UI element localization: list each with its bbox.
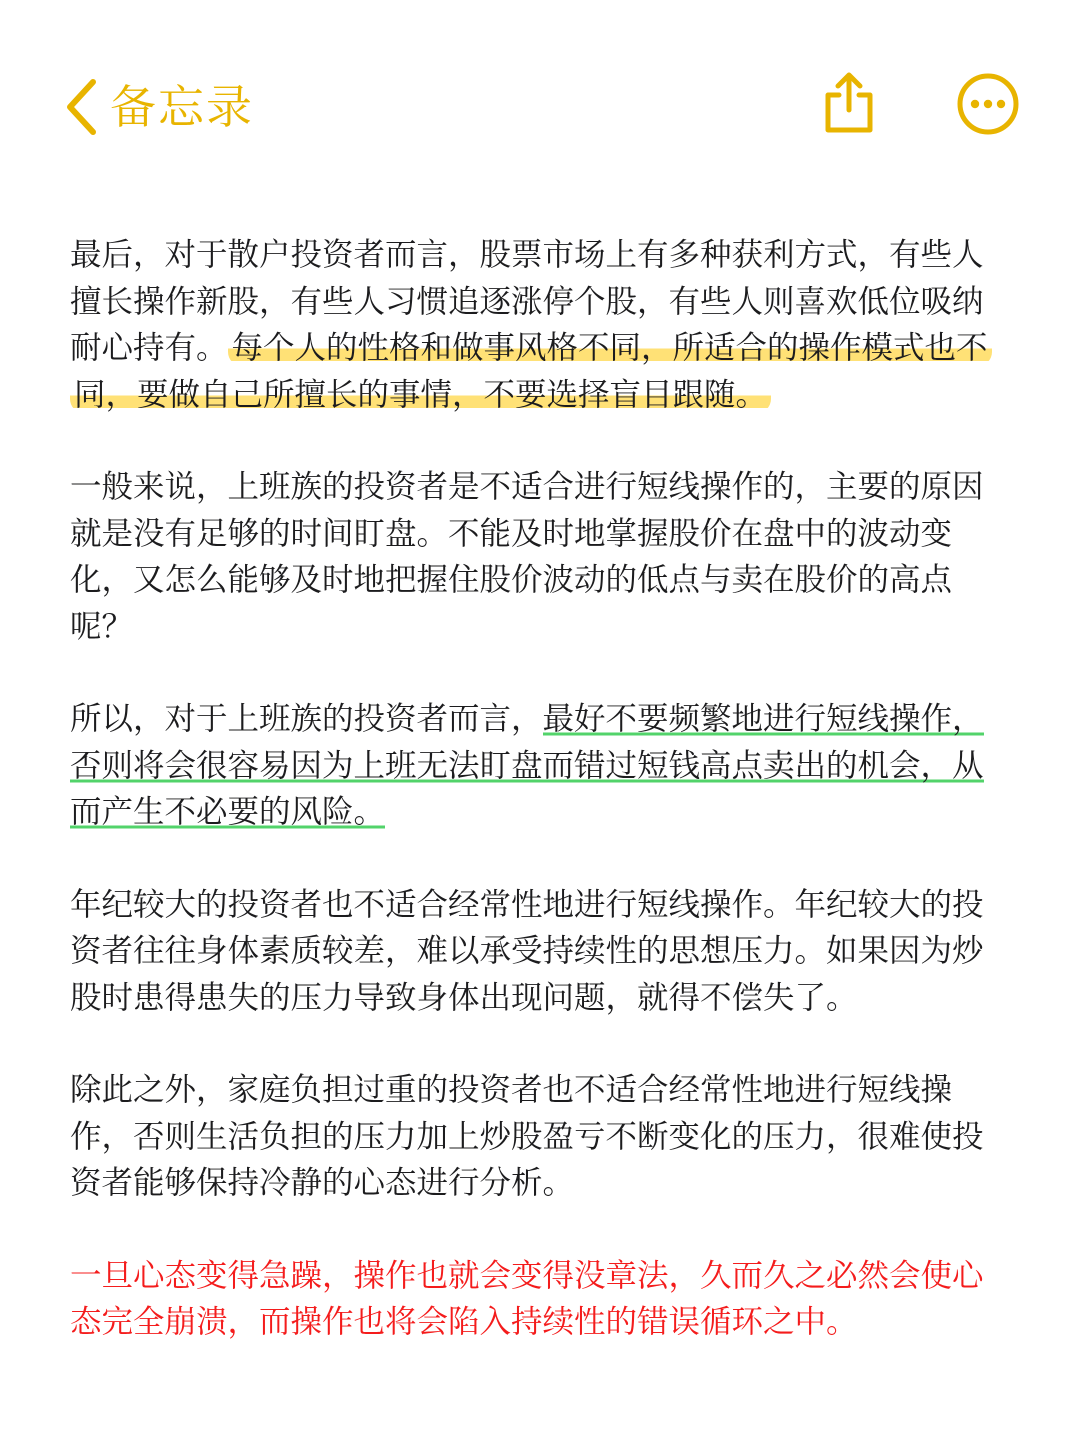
note-paragraph-3 xyxy=(70,696,1005,836)
note-paragraph-1 xyxy=(70,232,1005,418)
red-emphasis-text: 一旦心态变得急躁，操作也就会变得没章法，久而久之必然会使心态完全崩溃，而操作也将会陷入持续性的错误循环之中。 xyxy=(70,1257,984,1340)
note-paragraph-2 xyxy=(70,464,1005,650)
paragraph-text: 一般来说，上班族的投资者是不适合进行短线操作的，主要的原因就是没有足够的时间盯盘。不能及时地掌握股价在盘中的波动变化，又怎么能够及时地把握住股价波动的低点与卖在股价的高点呢？ xyxy=(70,469,984,645)
share-icon xyxy=(820,121,878,140)
note-body[interactable] xyxy=(70,232,1005,1392)
back-button[interactable] xyxy=(64,72,254,142)
note-paragraph-6 xyxy=(70,1253,1005,1346)
highlighted-text: 每个人的性格和做事风格不同，所适合的操作模式也不同，要做自己所擅长的事情，不要选择盲目跟随。 xyxy=(70,330,992,413)
paragraph-text: 最后，对于散户投资者而言，股票市场上有多种获利方式，有些人擅长操作新股，有些人习惯追逐涨停个股，有些人则喜欢低位吸纳耐心持有。 xyxy=(70,237,984,366)
paragraph-text: 年纪较大的投资者也不适合经常性地进行短线操作。年纪较大的投资者往往身体素质较差，难以承受持续性的思想压力。如果因为炒股时患得患失的压力导致身体出现问题，就得不偿失了。 xyxy=(70,886,984,1016)
note-paragraph-4 xyxy=(70,882,1005,1022)
chevron-left-icon xyxy=(64,77,98,137)
more-icon xyxy=(956,121,1020,140)
back-label: 备忘录 xyxy=(110,80,254,134)
underlined-text: 最好不要频繁地进行短线操作，否则将会很容易因为上班无法盯盘而错过短钱高点卖出的机会，从而产生不必要的风险。 xyxy=(70,701,984,830)
more-button[interactable] xyxy=(956,72,1020,140)
share-button[interactable] xyxy=(820,70,878,140)
paragraph-text: 所以，对于上班族的投资者而言， xyxy=(70,701,543,737)
navigation-bar xyxy=(0,62,1080,152)
paragraph-text: 除此之外，家庭负担过重的投资者也不适合经常性地进行短线操作，否则生活负担的压力加上炒股盈亏不断变化的压力，很难使投资者能够保持冷静的心态进行分析。 xyxy=(70,1072,984,1201)
note-paragraph-5 xyxy=(70,1067,1005,1207)
